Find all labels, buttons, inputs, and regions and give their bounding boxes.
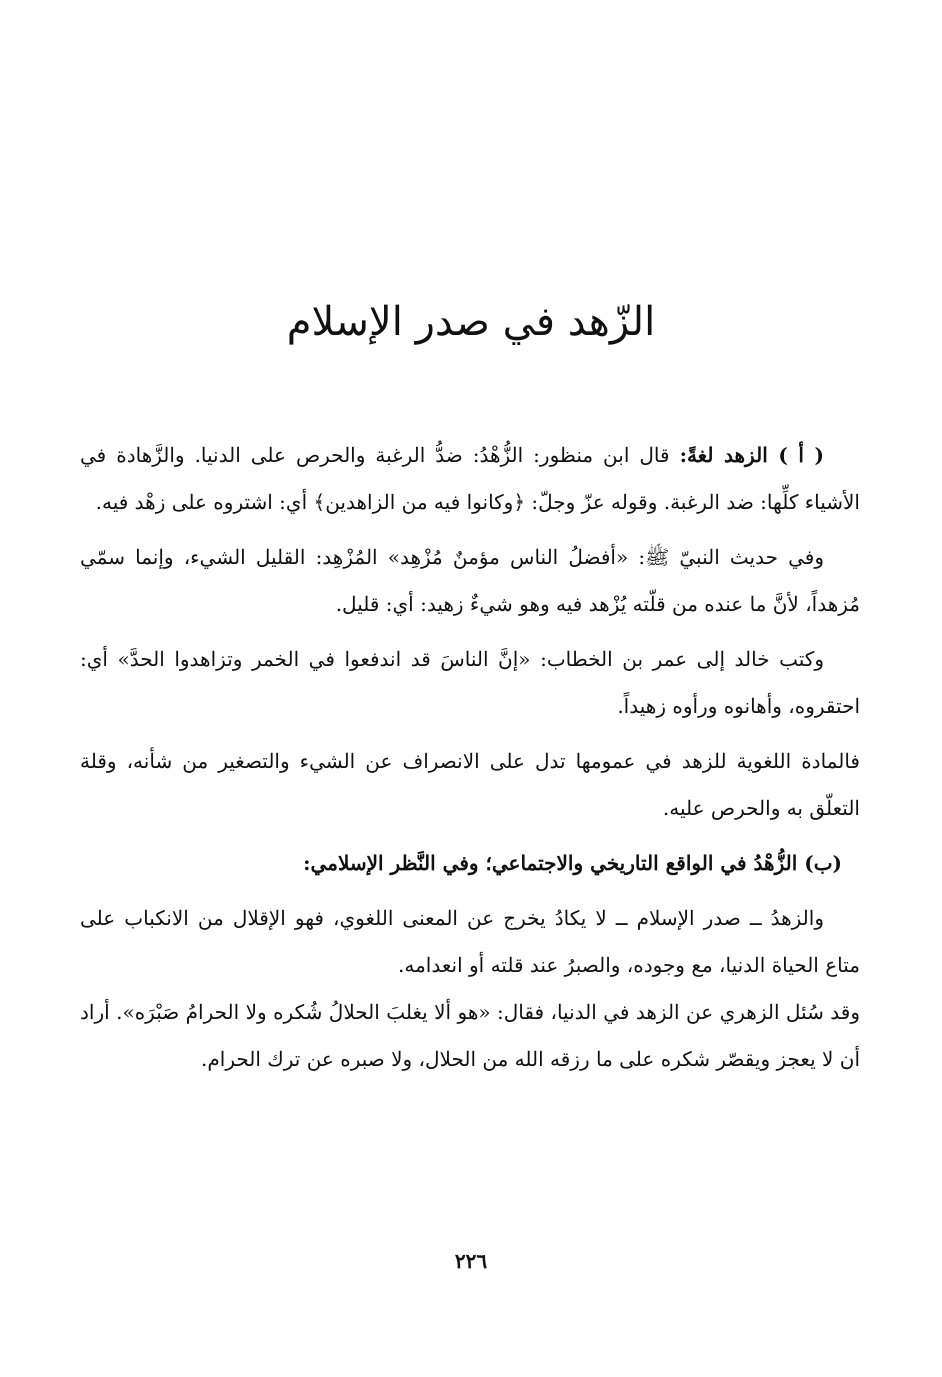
paragraph-zuhri-quote: وقد سُئل الزهري عن الزهد في الدنيا، فقال: «هو ألا يغلبَ الحلالُ شُكره ولا الحرامُ صَبْرَه». أراد أن لا يعجز ويقصّر شكره على ما رزقه الله من الحلال، ولا صبره عن ترك الحرام.	[80, 1000, 860, 1071]
paragraph-lexical-definition	[80, 432, 860, 526]
paragraph-text: قال ابن منظور: الزُّهْدُ: ضدُّ الرغبة والحرص على الدنيا. والزَّهادة في الأشياء كلِّها: ضد الرغبة. وقوله عزّ وجلّ: ﴿وكانوا فيه من الزاهدين﴾ أي: اشتروه على زهْد فيه.	[80, 443, 860, 514]
page-title: الزّهد في صدر الإسلام	[286, 299, 656, 345]
body-text	[80, 432, 860, 1091]
section-a-label: ( أ ) الزهد لغةً:	[679, 443, 824, 467]
page-number: ٢٢٦	[454, 1249, 488, 1273]
paragraph-linguistic-summary: فالمادة اللغوية للزهد في عمومها تدل على الانصراف عن الشيء والتصغير من شأنه، وقلة التعلّق به والحرص عليه.	[80, 749, 860, 820]
paragraph-hadith: وفي حديث النبيّ ﷺ: «أفضلُ الناس مؤمنٌ مُزْهِد» المُزْهِد: القليل الشيء، وإنما سمّي مُزهداً، لأنَّ ما عنده من قلّته يُزْهد فيه وهو شيءٌ زهيد: أي: قليل.	[80, 545, 860, 616]
section-b-heading: (ب) الزُّهْدُ في الواقع التاريخي والاجتماعي؛ وفي النَّظر الإسلامي:	[303, 851, 842, 875]
paragraph-khalid-letter: وكتب خالد إلى عمر بن الخطاب: «إنَّ الناسَ قد اندفعوا في الخمر وتزاهدوا الحدَّ» أي: احتقروه، وأهانوه ورأوه زهيداً.	[80, 647, 860, 718]
paragraph-early-islam-zuhd: والزهدُ ــ صدر الإسلام ــ لا يكادُ يخرج عن المعنى اللغوي، فهو الإقلال من الانكباب على متاع الحياة الدنيا، مع وجوده، والصبرُ عند قلته أو انعدامه.	[80, 906, 860, 977]
